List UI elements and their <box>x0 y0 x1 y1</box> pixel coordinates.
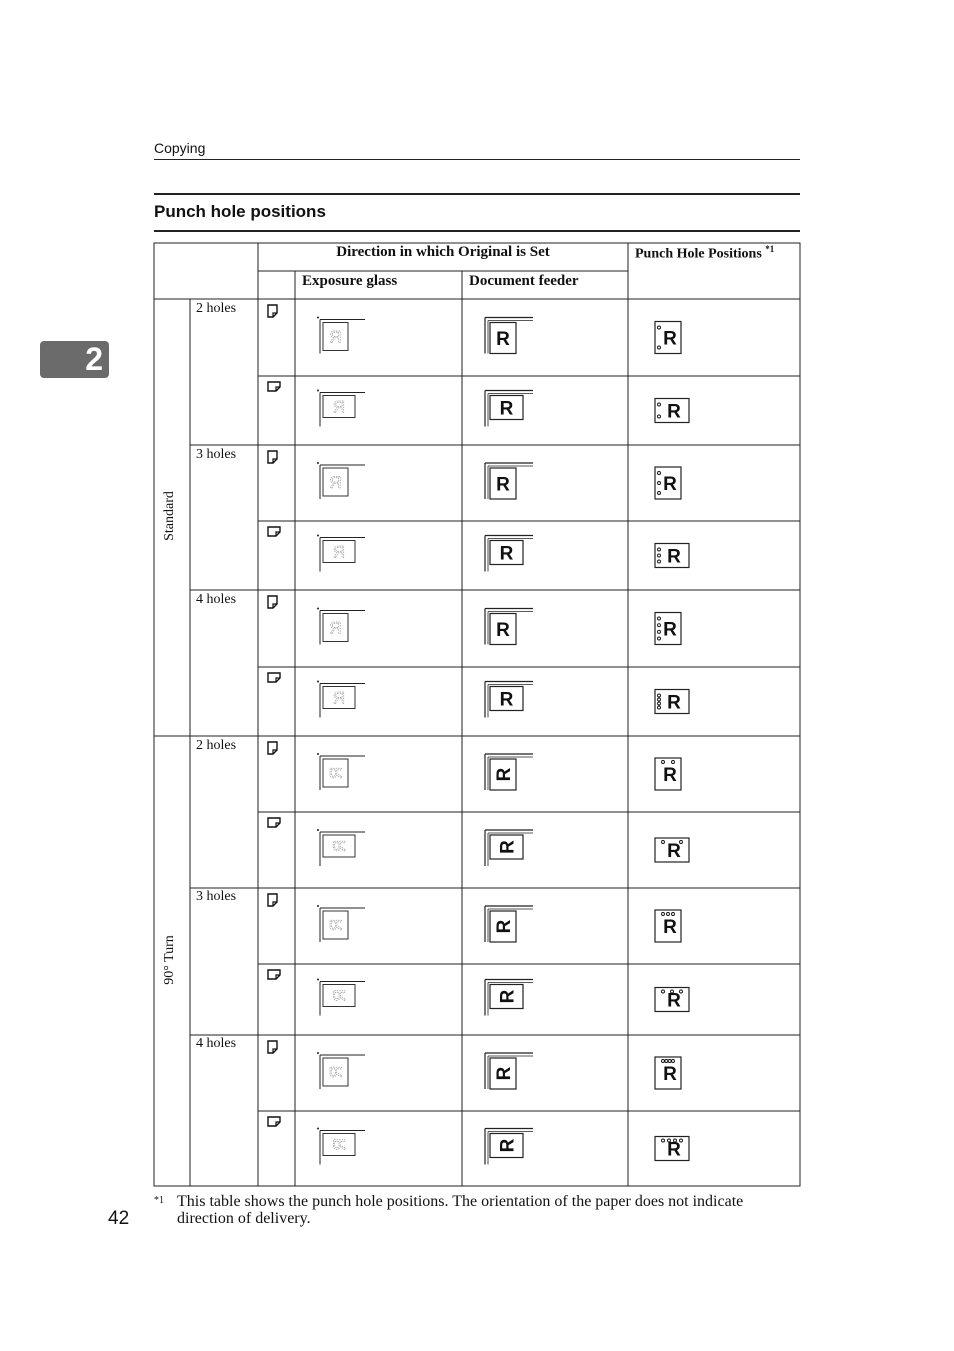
document-feeder-illustration <box>485 682 533 718</box>
portrait-orientation-icon <box>268 596 277 608</box>
svg-text:R: R <box>330 989 349 1002</box>
svg-text:R: R <box>499 689 514 711</box>
subgroup-3-holes: 3 holes <box>196 447 237 462</box>
group-label-standard: Standard <box>162 491 177 541</box>
document-feeder-illustration <box>485 754 533 790</box>
svg-text:R: R <box>667 990 681 1012</box>
document-feeder-illustration <box>485 318 533 354</box>
landscape-orientation-icon <box>268 673 280 682</box>
subgroup-4-holes: 4 holes <box>196 1036 237 1051</box>
portrait-orientation-icon <box>268 742 277 754</box>
svg-text:R: R <box>663 765 677 786</box>
punch-hole-result-illustration <box>655 838 689 862</box>
svg-text:R: R <box>499 543 514 565</box>
document-feeder-illustration <box>485 830 533 866</box>
svg-text:R: R <box>494 1066 515 1081</box>
portrait-orientation-icon <box>268 1041 277 1053</box>
svg-text:R: R <box>667 841 681 862</box>
svg-text:R: R <box>330 1138 349 1151</box>
svg-text:R: R <box>663 1064 677 1085</box>
punch-hole-result-illustration <box>655 690 689 714</box>
svg-text:R: R <box>667 692 681 714</box>
svg-text:R: R <box>326 1065 346 1079</box>
svg-text:R: R <box>497 840 519 854</box>
punch-hole-result-illustration <box>655 910 681 942</box>
landscape-orientation-icon <box>268 818 280 827</box>
svg-text:R: R <box>663 917 677 938</box>
exposure-glass-illustration <box>317 1128 365 1165</box>
svg-text:R: R <box>494 767 515 782</box>
page-number: 42 <box>108 1208 130 1229</box>
group-label-90-turn: 90° Turn <box>162 935 177 985</box>
document-feeder-illustration <box>485 906 533 942</box>
exposure-glass-illustration <box>317 1052 365 1089</box>
svg-text:R: R <box>497 1138 519 1153</box>
landscape-orientation-icon <box>268 527 280 536</box>
document-feeder-illustration <box>485 980 533 1016</box>
svg-text:R: R <box>494 919 515 934</box>
svg-text:R: R <box>329 618 342 638</box>
svg-text:R: R <box>496 329 510 350</box>
svg-text:R: R <box>667 401 681 423</box>
exposure-glass-illustration <box>317 317 365 354</box>
subgroup-3-holes: 3 holes <box>196 889 237 904</box>
landscape-orientation-icon <box>268 1117 280 1126</box>
exposure-glass-illustration <box>317 462 365 499</box>
punch-hole-result-illustration <box>655 988 689 1012</box>
footnote-text: This table shows the punch hole positions. The orientation of the paper does not indicate direction of delivery. <box>177 1193 744 1227</box>
document-feeder-illustration <box>485 463 533 499</box>
portrait-orientation-icon <box>268 451 277 463</box>
svg-text:R: R <box>667 546 681 568</box>
svg-text:R: R <box>497 989 519 1004</box>
punch-hole-result-illustration <box>655 758 681 790</box>
svg-text:R: R <box>663 328 677 350</box>
header-direction: Direction in which Original is Set <box>336 244 550 260</box>
document-feeder-illustration <box>485 391 533 427</box>
punch-hole-result-illustration <box>655 544 689 568</box>
svg-text:R: R <box>667 1139 681 1161</box>
svg-text:R: R <box>330 839 349 853</box>
svg-text:R: R <box>496 620 510 641</box>
exposure-glass-illustration <box>317 608 365 645</box>
document-feeder-illustration <box>485 1129 533 1165</box>
svg-text:R: R <box>329 327 342 347</box>
punch-hole-result-illustration <box>655 322 681 354</box>
landscape-orientation-icon <box>268 970 280 979</box>
page-title: Punch hole positions <box>154 202 326 221</box>
document-feeder-illustration <box>485 1053 533 1089</box>
punch-hole-result-illustration <box>655 1137 689 1161</box>
exposure-glass-illustration <box>317 681 365 718</box>
svg-text:R: R <box>496 474 510 496</box>
exposure-glass-illustration <box>317 829 365 866</box>
punch-hole-result-illustration <box>655 1057 681 1089</box>
exposure-glass-illustration <box>317 390 365 427</box>
subgroup-2-holes: 2 holes <box>196 301 237 316</box>
subgroup-4-holes: 4 holes <box>196 592 237 607</box>
svg-text:R: R <box>326 766 346 780</box>
exposure-glass-illustration <box>317 753 365 790</box>
document-feeder-illustration <box>485 609 533 645</box>
punch-hole-result-illustration <box>655 399 689 423</box>
punch-hole-result-illustration <box>655 613 681 645</box>
svg-text:R: R <box>329 473 342 492</box>
svg-text:R: R <box>663 619 677 641</box>
subgroup-2-holes: 2 holes <box>196 738 237 753</box>
svg-text:R: R <box>326 918 346 932</box>
svg-text:R: R <box>499 398 514 420</box>
header-document-feeder: Document feeder <box>469 273 579 289</box>
portrait-orientation-icon <box>268 894 277 906</box>
svg-text:R: R <box>332 397 346 417</box>
landscape-orientation-icon <box>268 382 280 391</box>
footnote-mark: *1 <box>154 1195 164 1206</box>
punch-hole-result-illustration <box>655 467 681 499</box>
exposure-glass-illustration <box>317 535 365 572</box>
header-punch-positions: Punch Hole Positions $^{*1}$ <box>635 244 775 262</box>
svg-text:R: R <box>332 688 346 708</box>
document-feeder-illustration <box>485 536 533 572</box>
section-name: Copying <box>154 140 206 156</box>
portrait-orientation-icon <box>268 305 277 317</box>
exposure-glass-illustration <box>317 905 365 942</box>
svg-text:R: R <box>663 474 677 495</box>
exposure-glass-illustration <box>317 979 365 1016</box>
header-exposure-glass: Exposure glass <box>302 273 398 289</box>
chapter-tab: 2 <box>40 341 109 378</box>
svg-text:R: R <box>332 542 346 562</box>
